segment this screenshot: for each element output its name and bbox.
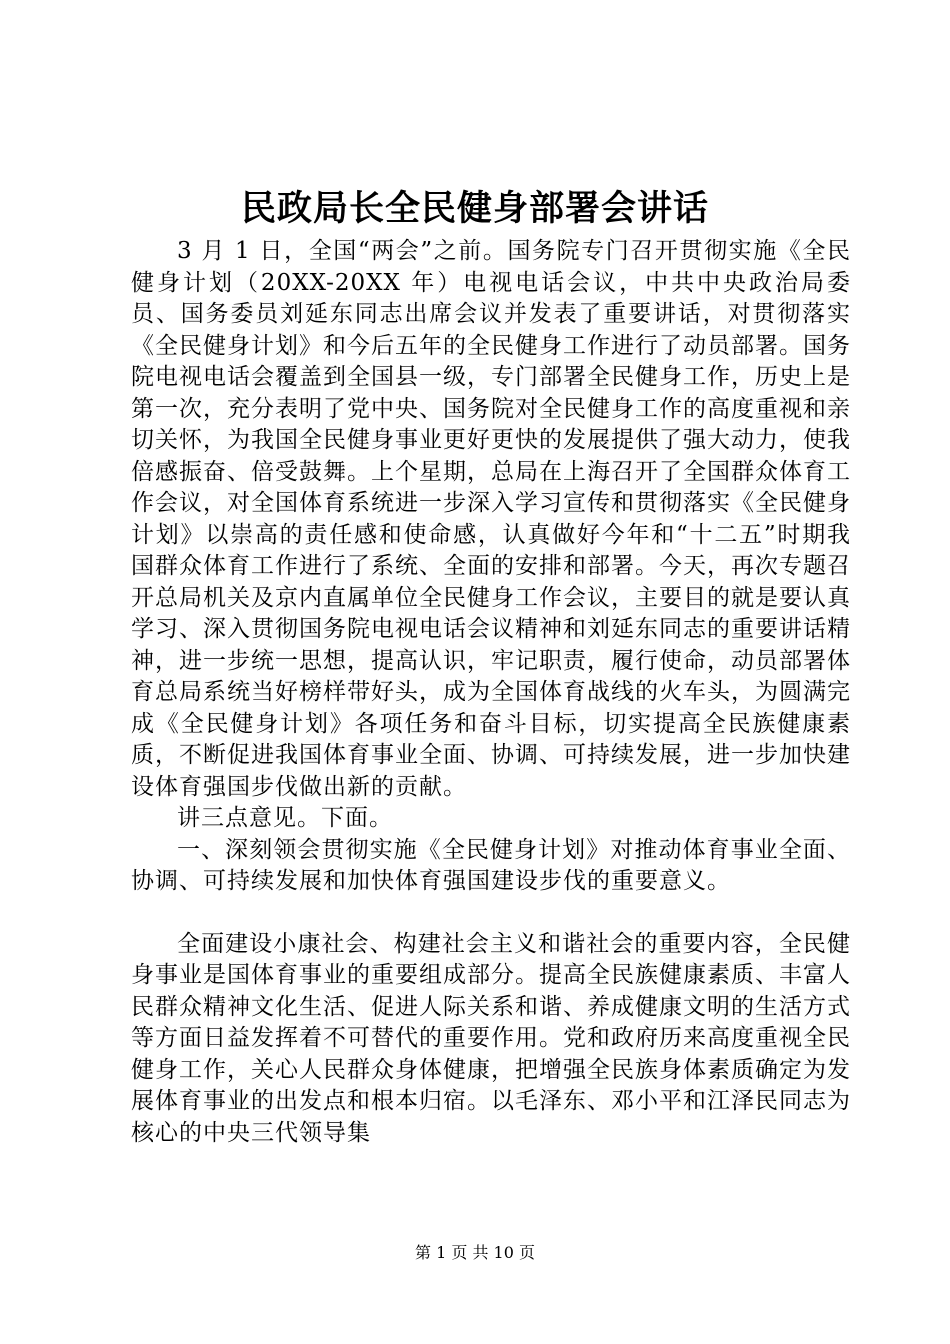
paragraph-1: 3 月 1 日，全国“两会”之前。国务院专门召开贯彻实施《全民健身计划（20XX-20XX 年）电视电话会议，中共中央政治局委员、国务委员刘延东同志出席会议并发表了重要讲话，对贯彻落实《全民健身计划》和今后五年的全民健身工作进行了动员部署。国务院电视电话会覆盖到全国县一级，专门部署全民健身工作，历史上是第一次，充分表明了党中央、国务院对全民健身工作的高度重视和亲切关怀，为我国全民健身事业更好更快的发展提供了强大动力，使我倍感振奋、倍受鼓舞。上个星期，总局在上海召开了全国群众体育工作会议，对全国体育系统进一步深入学习宣传和贯彻落实《全民健身计划》以崇高的责任感和使命感，认真做好今年和“十二五”时期我国群众体育工作进行了系统、全面的安排和部署。今天，再次专题召开总局机关及京内直属单位全民健身工作会议，主要目的就是要认真学习、深入贯彻国务院电视电话会议精神和刘延东同志的重要讲话精神，进一步统一思想，提高认识，牢记职责，履行使命，动员部署体育总局系统当好榜样带好头，成为全国体育战线的火车头，为圆满完成《全民健身计划》各项任务和奋斗目标，切实提高全民族健康素质，不断促进我国体育事业全面、协调、可持续发展，进一步加快建设体育强国步伐做出新的贡献。 (131, 238, 851, 800)
paragraph-2: 讲三点意见。下面。 (177, 805, 393, 831)
document-body (131, 236, 851, 1149)
paragraph-4: 全面建设小康社会、构建社会主义和谐社会的重要内容，全民健身事业是国体育事业的重要组成部分。提高全民族健康素质、丰富人民群众精神文化生活、促进人际关系和谐、养成健康文明的生活方式等方面日益发挥着不可替代的重要作用。党和政府历来高度重视全民健身工作，关心人民群众身体健康，把增强全民族身体素质确定为发展体育事业的出发点和根本归宿。以毛泽东、邓小平和江泽民同志为核心的中央三代领导集 (131, 930, 851, 1146)
page-number-footer: 第 1 页 共 10 页 (415, 1243, 535, 1262)
paragraph-3-section-heading: 一、深刻领会贯彻实施《全民健身计划》对推动体育事业全面、协调、可持续发展和加快体育强国建设步伐的重要意义。 (131, 836, 851, 894)
document-title: 民政局长全民健身部署会讲话 (240, 189, 709, 229)
